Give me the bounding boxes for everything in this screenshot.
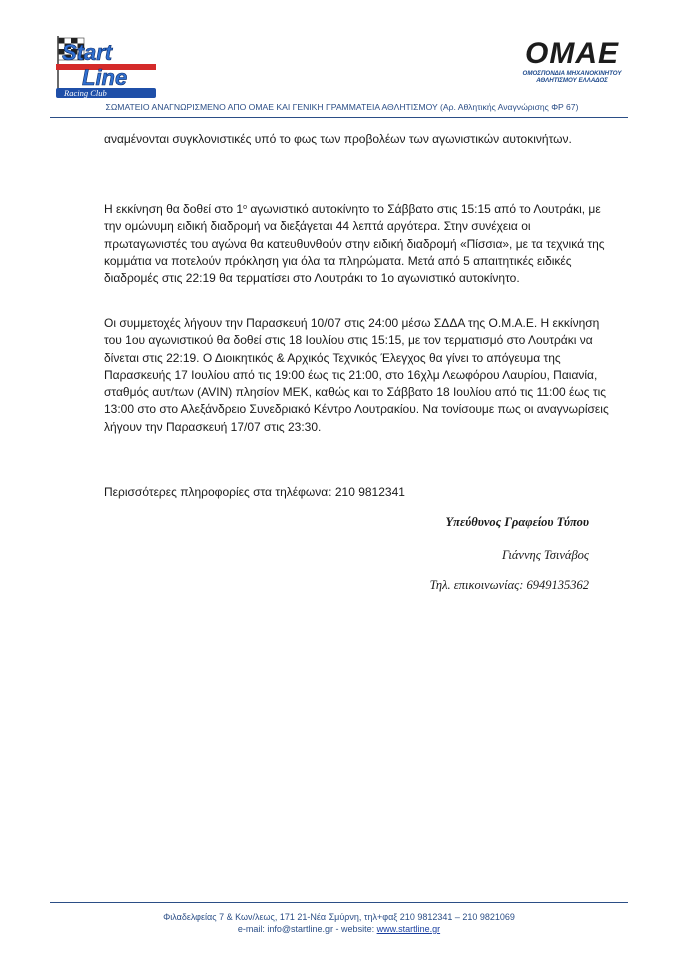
header-divider [50,117,628,118]
paragraph-info-phone: Περισσότερες πληροφορίες στα τηλέφωνα: 210 9812341 [104,485,405,499]
website-link[interactable]: www.startline.gr [376,924,441,934]
footer-divider [50,902,628,903]
omae-logo-sub2: ΑΘΛΗΤΙΣΜΟΥ ΕΛΛΑΔΟΣ [536,77,608,84]
paragraph-2 [104,201,616,287]
header-subtitle: ΣΩΜΑΤΕΙΟ ΑΝΑΓΝΩΡΙΣΜΕΝΟ ΑΠΟ ΟΜΑΕ ΚΑΙ ΓΕΝΙΚΗ ΓΡΑΜΜΑΤΕΙΑ ΑΘΛΗΤΙΣΜΟΥ (Αρ. Αθλητικής Αναγνώρισης ΦΡ 67) [105,102,579,112]
omae-logo [520,38,624,94]
paragraph-3: Οι συμμετοχές λήγουν την Παρασκευή 10/07 στις 24:00 μέσω ΣΔΔΑ της Ο.Μ.Α.Ε. Η εκκίνηση του 1ου αγωνιστικού θα δοθεί στις 18 Ιουλίου στις 15:15, με τον τερματισμό στο Λουτράκι να δίνεται στις 22:19. Ο Διοικητικός & Αρχικός Τεχνικός Έλεγχος θα γίνει το απόγευμα της Παρασκευής 17 Ιουλίου από τις 19:00 έως τις 21:00, στο 16χλμ Λεωφόρου Λαυρίου, Παιανία, σταθμός αυτ/των (AVIN) πλησίον ΜΕΚ, καθώς και το Σάββατο 18 Ιουλίου από τις 11:00 έως τις 13:00 στο στο Αλεξάνδρειο Συνεδριακό Κέντρο Λουτρακίου. Να τονίσουμε πως οι αναγνωρίσεις λήγουν την Παρασκευή 17/07 στις 23:30. [104,316,609,434]
signature-name: Γιάννης Τσινάβος [501,548,589,562]
omae-logo-sub1: ΟΜΟΣΠΟΝΔΙΑ ΜΗΧΑΝΟΚΙΝΗΤΟΥ [522,70,622,77]
signature-phone: Τηλ. επικοινωνίας: 6949135362 [429,578,589,592]
footer-email: e-mail: info@startline.gr - website: [237,924,377,934]
signature-title: Υπεύθυνος Γραφείου Τύπου [445,515,589,529]
paragraph-2-rest: αγωνιστικό αυτοκίνητο το Σάββατο στις 15:15 από το Λουτράκι, με την ομώνυμη ειδική διαδρομή να διεξάγεται 44 λεπτά αργότερα. Στην συνέχεια οι πρωταγωνιστές του αγώνα θα κατευθυνθούν στην ειδική διαδρομή «Πίσσια», με τα τεχνικά της κομμάτια να ποτελούν πρόκληση για όλα τα πληρώματα. Μετά από 5 απαιτητικές ειδικές διαδρομές στις 22:19 θα τερματίσει στο Λουτράκι το 1ο αγωνιστικό αυτοκίνητο. [104,202,605,286]
ordinal-superscript: ο [243,204,247,211]
paragraph-1: αναμένονται συγκλονιστικές υπό το φως των προβολέων των αγωνιστικών αυτοκινήτων. [104,132,572,146]
logo-line1: Start [62,40,113,65]
footer-contact [50,924,628,934]
footer-address: Φιλαδελφείας 7 & Κων/λεως, 171 21-Νέα Σμύρνη, τηλ+φαξ 210 9812341 – 210 9821069 [163,912,515,922]
logo-line2: Line [82,65,128,90]
logo-tagline: Racing Club [64,88,107,98]
paragraph-2-start: Η εκκίνηση θα δοθεί στο 1 [104,202,244,216]
omae-logo-name: ΟΜΑΕ [525,37,619,70]
startline-logo [54,30,160,100]
